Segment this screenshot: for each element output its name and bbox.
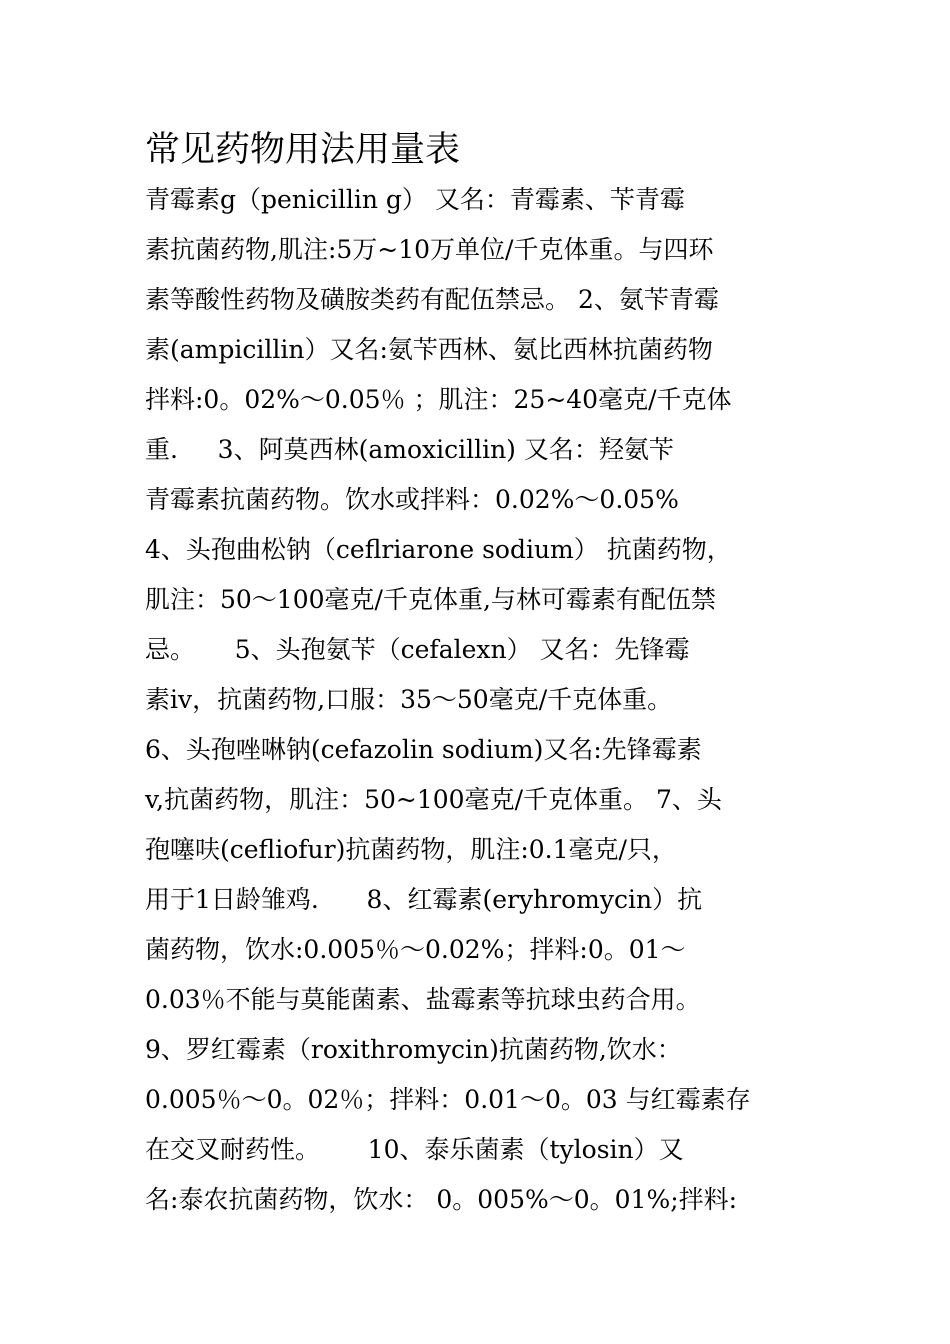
document-title: 常见药物用法用量表	[145, 130, 461, 170]
text-line: 重. 3、阿莫西林(amoxicillin) 又名：羟氨苄	[145, 435, 674, 464]
text-line: 素抗菌药物,肌注:5万~10万单位/千克体重。与四环	[145, 235, 714, 264]
text-line: 青霉素抗菌药物。饮水或拌料：0.02%～0.05%	[145, 485, 679, 514]
text-line: 0.03％不能与莫能菌素、盐霉素等抗球虫药合用。	[145, 985, 701, 1014]
document-body	[145, 175, 825, 1225]
text-line: 用于1日龄雏鸡. 8、红霉素(eryhromycin）抗	[145, 885, 703, 914]
text-line: 素等酸性药物及磺胺类药有配伍禁忌。 2、氨苄青霉	[145, 285, 719, 314]
text-line: 肌注：50～100毫克/千克体重,与林可霉素有配伍禁	[145, 585, 716, 614]
text-line: 4、头孢曲松钠（ceflriarone sodium） 抗菌药物，	[145, 535, 732, 564]
text-line: 孢噻呋(cefliofur)抗菌药物，肌注:0.1毫克/只，	[145, 835, 677, 864]
text-line: 9、罗红霉素（roxithromycin)抗菌药物,饮水：	[145, 1035, 682, 1064]
text-line: 名:泰农抗菌药物，饮水： 0。005%～0。01%;拌料:	[145, 1185, 738, 1214]
text-line: v,抗菌药物，肌注：50~100毫克/千克体重。 7、头	[145, 785, 722, 814]
text-line: 素iv，抗菌药物,口服：35～50毫克/千克体重。	[145, 685, 673, 714]
text-line: 素(ampicillin）又名:氨苄西林、氨比西林抗菌药物	[145, 335, 713, 364]
text-line: 0.005％～0。02％；拌料：0.01～0。03 与红霉素存	[145, 1085, 751, 1114]
text-line: 青霉素g（penicillin g） 又名：青霉素、苄青霉	[145, 185, 685, 214]
text-line: 菌药物，饮水:0.005％～0.02%；拌料:0。01～	[145, 935, 686, 964]
text-line: 在交叉耐药性。 10、泰乐菌素（tylosin）又	[145, 1135, 684, 1164]
text-line: 拌料:0。02%～0.05％ ；肌注：25~40毫克/千克体	[145, 385, 732, 414]
text-line: 6、头孢唑啉钠(cefazolin sodium)又名:先锋霉素	[145, 735, 702, 764]
text-line: 忌。 5、头孢氨苄（cefalexn） 又名：先锋霉	[145, 635, 690, 664]
